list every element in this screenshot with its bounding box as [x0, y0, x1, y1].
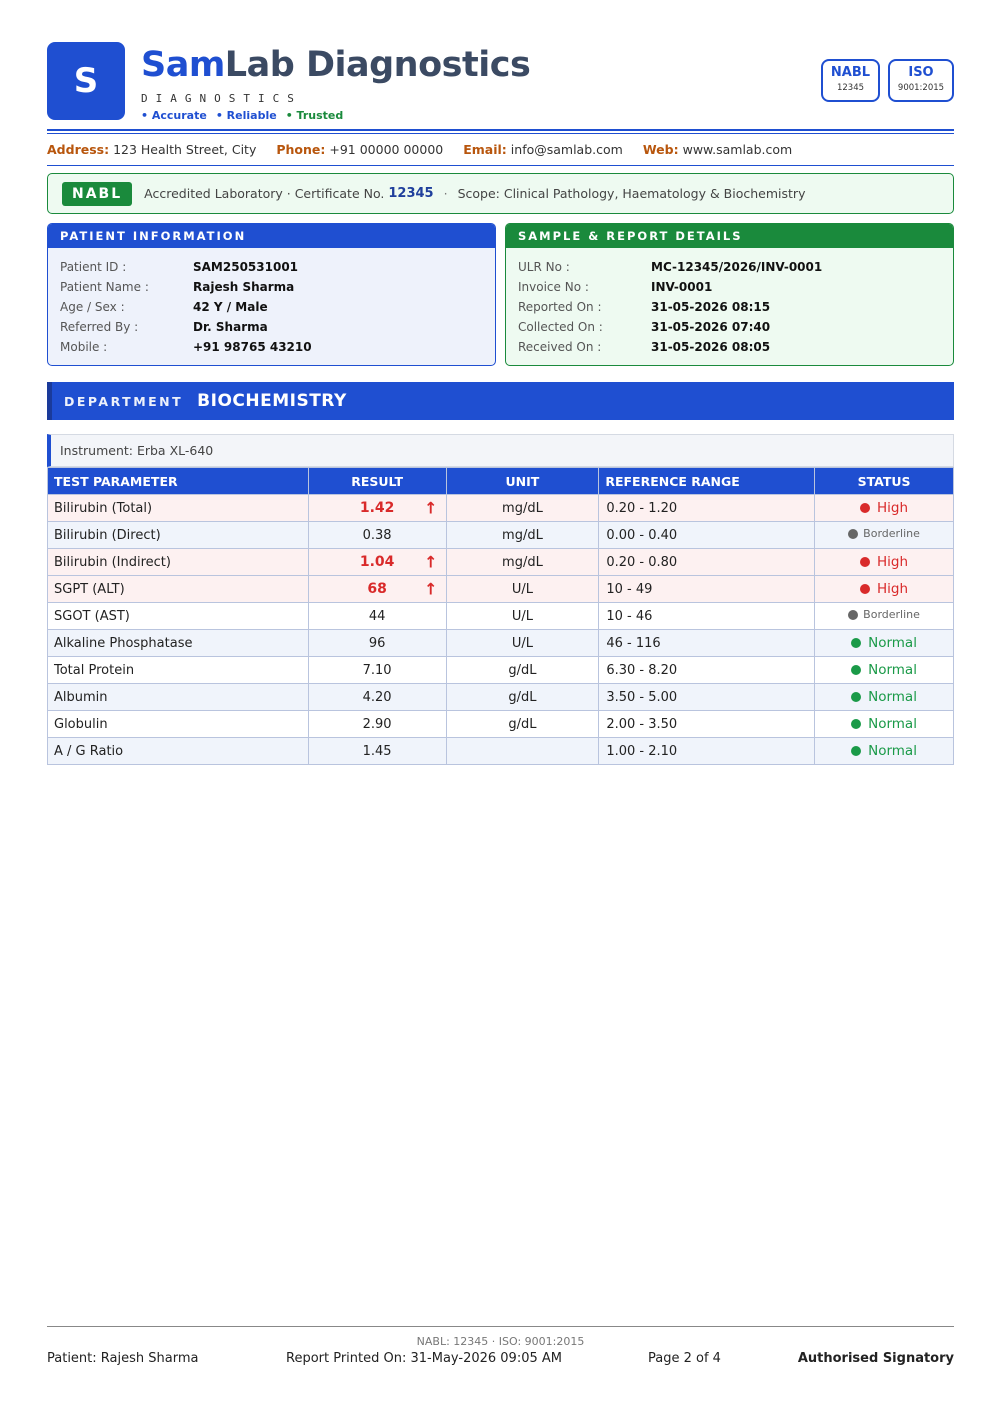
department-name: BIOCHEMISTRY	[197, 391, 347, 411]
patient-info-card	[47, 223, 496, 366]
contact-bar	[47, 134, 954, 166]
cell-result	[308, 549, 446, 576]
cell-parameter: Alkaline Phosphatase	[48, 630, 309, 657]
table-header-row	[48, 468, 954, 495]
cell-status	[815, 549, 954, 576]
accreditation-bar: NABL Accredited Laboratory · Certificate No. 12345 · Scope: Clinical Pathology, Haematology & Biochemistry	[47, 173, 954, 214]
footer-page-number: Page 2 of 4	[648, 1351, 721, 1366]
status-label: High	[877, 580, 909, 597]
accreditation-scope: Scope: Clinical Pathology, Haematology & Biochemistry	[457, 186, 806, 201]
table-row	[48, 711, 954, 738]
cell-status	[815, 738, 954, 765]
table-row	[48, 738, 954, 765]
result-value: 2.90	[362, 716, 392, 732]
status-dot-icon	[848, 610, 858, 620]
cell-result	[308, 495, 446, 522]
table-row	[48, 603, 954, 630]
cell-parameter: SGPT (ALT)	[48, 576, 309, 603]
mobile-row: Mobile : +91 98765 43210	[60, 340, 312, 354]
lab-name: SamLab Diagnostics	[141, 45, 531, 85]
cell-parameter: Bilirubin (Total)	[48, 495, 309, 522]
cell-unit: g/dL	[446, 657, 599, 684]
status-badge	[851, 689, 917, 705]
cell-reference-range: 1.00 - 2.10	[599, 738, 815, 765]
cell-parameter: Globulin	[48, 711, 309, 738]
nabl-chip: NABL	[62, 182, 132, 206]
status-label: High	[877, 553, 909, 570]
cell-parameter: Bilirubin (Indirect)	[48, 549, 309, 576]
col-result: RESULT	[308, 468, 446, 495]
cell-reference-range: 3.50 - 5.00	[599, 684, 815, 711]
report-page	[47, 42, 954, 765]
cell-result	[308, 630, 446, 657]
status-badge	[860, 554, 908, 570]
contact-email: Email: info@samlab.com	[463, 142, 623, 157]
result-value: 0.38	[362, 527, 392, 543]
status-dot-icon	[851, 746, 861, 756]
status-label: Borderline	[863, 527, 920, 541]
cell-reference-range: 10 - 49	[599, 576, 815, 603]
table-row	[48, 630, 954, 657]
ulr-row: ULR No : MC-12345/2026/INV-0001	[518, 260, 823, 274]
col-reference-range: REFERENCE RANGE	[599, 468, 815, 495]
cell-result	[308, 576, 446, 603]
status-badge	[851, 635, 917, 651]
lab-logo: S	[47, 42, 125, 120]
patient-id-row: Patient ID : SAM250531001	[60, 260, 299, 274]
status-label: Borderline	[863, 608, 920, 622]
cell-result	[308, 684, 446, 711]
cell-parameter: Total Protein	[48, 657, 309, 684]
table-row	[48, 522, 954, 549]
status-badge	[851, 743, 917, 759]
contact-address: Address: 123 Health Street, City	[47, 142, 257, 157]
instrument-bar: Instrument: Erba XL-640	[47, 434, 954, 467]
table-row	[48, 576, 954, 603]
cell-status	[815, 522, 954, 549]
high-arrow-icon: ↑	[424, 552, 438, 572]
col-unit: UNIT	[446, 468, 599, 495]
cell-reference-range: 6.30 - 8.20	[599, 657, 815, 684]
result-value: 1.45	[362, 743, 392, 759]
status-badge	[848, 527, 920, 540]
cell-unit	[446, 738, 599, 765]
cell-unit: g/dL	[446, 711, 599, 738]
table-row	[48, 549, 954, 576]
status-badge	[851, 716, 917, 732]
results-table	[47, 467, 954, 765]
col-status: STATUS	[815, 468, 954, 495]
result-value: 1.42	[359, 500, 395, 516]
lab-subtitle: DIAGNOSTICS	[141, 92, 302, 105]
status-badge	[860, 500, 908, 516]
status-dot-icon	[851, 692, 861, 702]
patient-name-row: Patient Name : Rajesh Sharma	[60, 280, 295, 294]
status-label: Normal	[868, 688, 917, 705]
cell-parameter: A / G Ratio	[48, 738, 309, 765]
result-value: 4.20	[362, 689, 392, 705]
footer-signatory: Authorised Signatory	[797, 1351, 954, 1366]
footer-patient: Patient: Rajesh Sharma	[47, 1351, 199, 1366]
info-cards	[47, 223, 954, 366]
status-dot-icon	[851, 665, 861, 675]
cell-status	[815, 576, 954, 603]
iso-badge: ISO 9001:2015	[888, 59, 954, 102]
nabl-badge: NABL 12345	[821, 59, 880, 102]
high-arrow-icon: ↑	[424, 498, 438, 518]
col-test-parameter: TEST PARAMETER	[48, 468, 309, 495]
invoice-row: Invoice No : INV-0001	[518, 280, 713, 294]
footer-printed-on: Report Printed On: 31-May-2026 09:05 AM	[286, 1351, 562, 1366]
patient-age-row: Age / Sex : 42 Y / Male	[60, 300, 268, 314]
referred-by-row: Referred By : Dr. Sharma	[60, 320, 268, 334]
contact-web: Web: www.samlab.com	[642, 142, 793, 157]
cell-parameter: Bilirubin (Direct)	[48, 522, 309, 549]
patient-info-title: PATIENT INFORMATION	[48, 224, 495, 248]
cell-result	[308, 603, 446, 630]
high-arrow-icon: ↑	[424, 579, 438, 599]
certification-badges	[821, 59, 954, 102]
cell-result	[308, 522, 446, 549]
status-label: Normal	[868, 715, 917, 732]
sample-details-card	[505, 223, 954, 366]
cell-status	[815, 603, 954, 630]
cell-reference-range: 46 - 116	[599, 630, 815, 657]
cell-reference-range: 10 - 46	[599, 603, 815, 630]
cell-result	[308, 738, 446, 765]
status-dot-icon	[860, 584, 870, 594]
cell-status	[815, 630, 954, 657]
reported-row: Reported On : 31-05-2026 08:15	[518, 300, 771, 314]
certificate-number: 12345	[388, 186, 434, 201]
status-dot-icon	[860, 557, 870, 567]
cell-status	[815, 711, 954, 738]
result-value: 68	[367, 581, 387, 597]
cell-unit: U/L	[446, 630, 599, 657]
status-badge	[851, 662, 917, 678]
result-value: 1.04	[359, 554, 395, 570]
status-badge	[848, 608, 920, 621]
cell-unit: mg/dL	[446, 549, 599, 576]
cell-result	[308, 657, 446, 684]
contact-phone: Phone: +91 00000 00000	[276, 142, 444, 157]
status-dot-icon	[851, 638, 861, 648]
cell-status	[815, 495, 954, 522]
received-row: Received On : 31-05-2026 08:05	[518, 340, 771, 354]
status-dot-icon	[851, 719, 861, 729]
status-label: High	[877, 499, 909, 516]
status-label: Normal	[868, 634, 917, 651]
cell-status	[815, 684, 954, 711]
accreditation-text: Accredited Laboratory · Certificate No.	[144, 186, 385, 201]
table-row	[48, 495, 954, 522]
brand-block	[141, 42, 530, 122]
status-dot-icon	[848, 529, 858, 539]
cell-unit: U/L	[446, 576, 599, 603]
report-header	[47, 42, 954, 128]
collected-row: Collected On : 31-05-2026 07:40	[518, 320, 771, 334]
result-value: 96	[368, 635, 386, 651]
table-row	[48, 657, 954, 684]
department-banner: DEPARTMENT BIOCHEMISTRY	[47, 382, 954, 420]
cell-unit: U/L	[446, 603, 599, 630]
cell-parameter: Albumin	[48, 684, 309, 711]
status-label: Normal	[868, 661, 917, 678]
cell-reference-range: 0.00 - 0.40	[599, 522, 815, 549]
result-value: 7.10	[362, 662, 392, 678]
cell-unit: mg/dL	[446, 522, 599, 549]
cell-reference-range: 2.00 - 3.50	[599, 711, 815, 738]
cell-unit: g/dL	[446, 684, 599, 711]
report-footer	[47, 1326, 954, 1371]
cell-reference-range: 0.20 - 0.80	[599, 549, 815, 576]
cell-status	[815, 657, 954, 684]
status-badge	[860, 581, 908, 597]
cell-reference-range: 0.20 - 1.20	[599, 495, 815, 522]
table-row	[48, 684, 954, 711]
lab-tagline: • Accurate • Reliable • Trusted	[141, 109, 344, 122]
footer-certifications: NABL: 12345 · ISO: 9001:2015	[416, 1335, 585, 1348]
cell-unit: mg/dL	[446, 495, 599, 522]
result-value: 44	[368, 608, 386, 624]
cell-parameter: SGOT (AST)	[48, 603, 309, 630]
sample-details-title: SAMPLE & REPORT DETAILS	[506, 224, 953, 248]
status-label: Normal	[868, 742, 917, 759]
cell-result	[308, 711, 446, 738]
status-dot-icon	[860, 503, 870, 513]
